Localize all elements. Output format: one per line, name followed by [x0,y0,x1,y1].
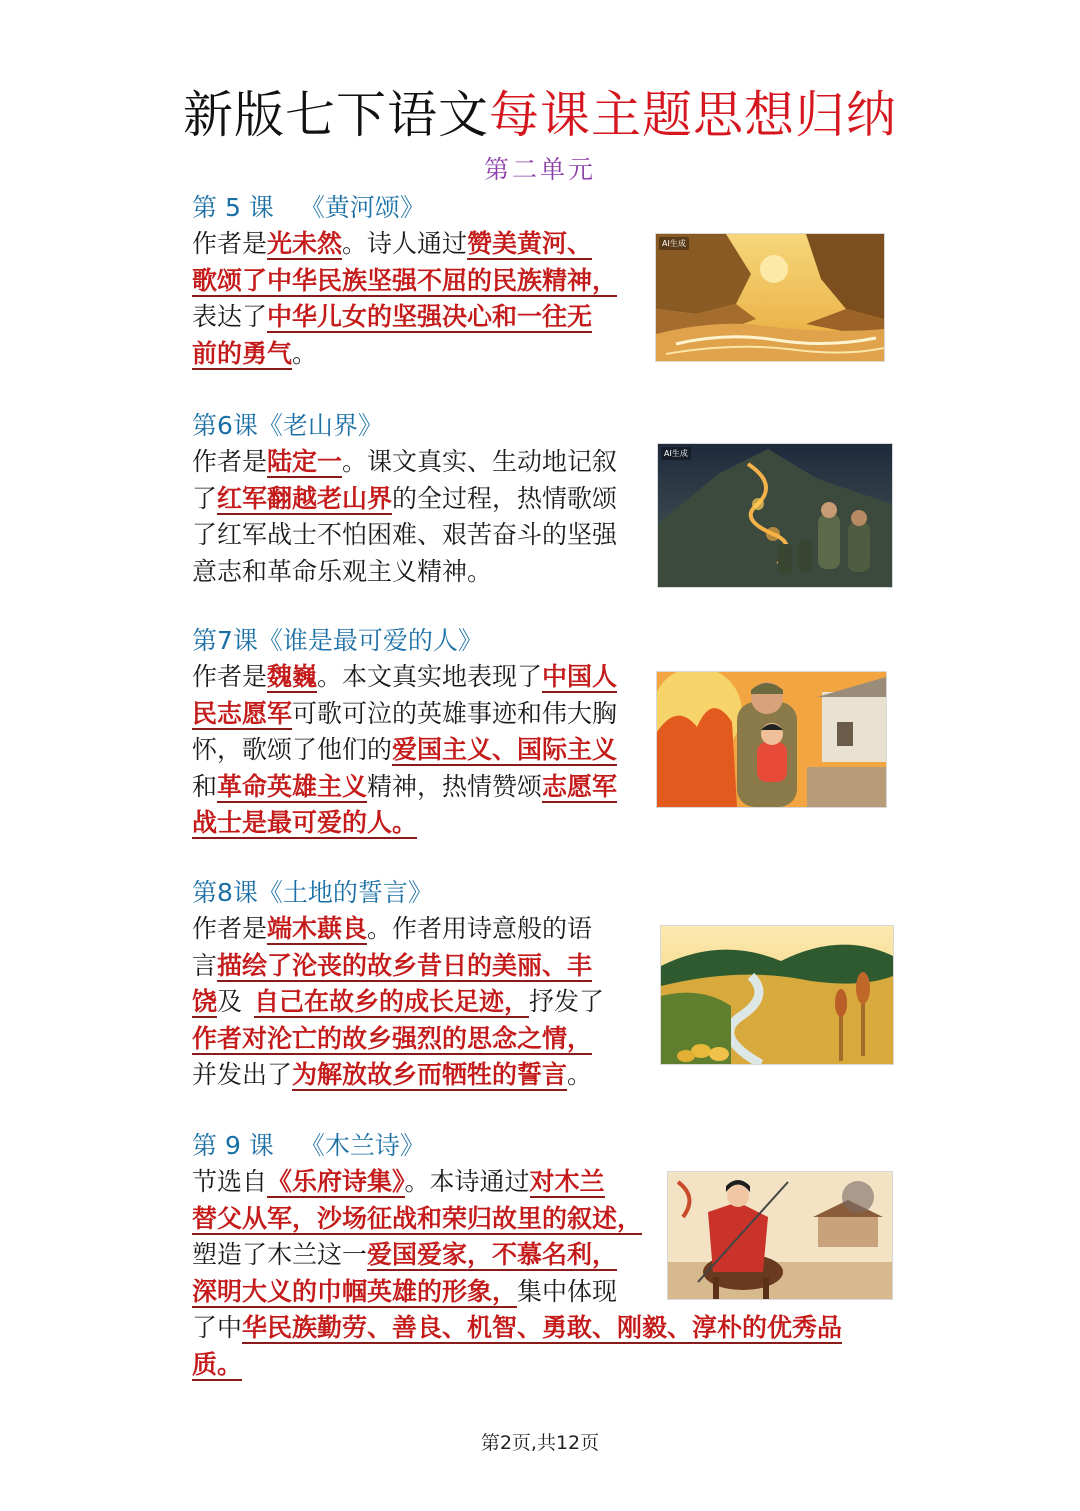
text-line [192,554,617,591]
key-phrase: 志愿军 [542,771,618,801]
text-line [192,444,617,481]
key-phrase: 华民族勤劳、善良、机智、勇敢、刚毅、淳朴的优秀品 [242,1313,843,1342]
body-text: 及 [217,987,243,1016]
lesson-heading [192,875,604,911]
body-text: 抒发了 [529,987,605,1016]
key-phrase: 对木兰 [529,1167,605,1196]
text-line [192,336,617,373]
body-text: 了中 [192,1313,243,1342]
lesson-number: 第6课 [192,411,258,440]
text-line [192,1057,604,1094]
yellow-river-illustration [655,233,885,362]
body-text: 。本文真实地表现了 [317,662,543,691]
page-title-red: 每课主题思想归纳 [489,86,897,144]
key-phrase: 质。 [192,1349,243,1379]
text-line [192,805,617,842]
key-phrase: 深明大义的巾帼英雄的形象， [192,1276,518,1306]
text-line [192,911,604,948]
key-phrase: 中国人 [542,662,618,691]
lesson-7 [192,623,617,842]
lesson-heading [192,623,617,659]
body-text: 了红军战士不怕困难、艰苦奋斗的坚强 [192,520,618,549]
body-text: 集中体现 [517,1276,618,1306]
homeland-landscape-illustration [660,925,894,1065]
text-line [192,948,604,985]
key-phrase: 赞美黄河、 [467,229,593,258]
text-line [192,1347,842,1384]
body-text: 。作者用诗意般的语 [367,914,593,943]
body-text: 作者是 [192,447,268,476]
page-title [0,82,1080,148]
unit-title: 第二单元 [483,155,596,184]
body-text: 表达了 [192,302,268,331]
text-line [192,1310,842,1347]
body-text: 言 [192,950,218,980]
key-phrase: 陆定一 [267,447,343,476]
key-phrase: 替父从军，沙场征战和荣归故里的叙述， [192,1203,643,1233]
laoshanjie-illustration [657,443,893,588]
key-phrase: 爱国爱家，不慕名利， [367,1240,618,1269]
body-text: 。 [567,1060,593,1089]
key-phrase: 饶 [192,987,218,1016]
body-text: 。本诗通过 [404,1167,530,1196]
body-text: 塑造了木兰这一 [192,1240,368,1269]
page-number: 第2页,共12页 [480,1432,600,1454]
key-phrase: 端木蕻良 [267,914,368,943]
body-text: 并发出了 [192,1060,293,1089]
body-text: 了 [192,483,218,513]
body-text: 和 [192,771,218,801]
text-line [192,732,617,769]
key-phrase: 自己在故乡的成长足迹， [254,987,530,1016]
body-text: 。诗人通过 [342,229,468,258]
text-line [192,696,617,733]
body-text: 精神，热情赞颂 [367,771,543,801]
lesson-number: 第8课 [192,878,258,907]
ai-generated-tag: AI生成 [659,237,689,250]
lesson-heading [192,190,617,226]
key-phrase: 民志愿军 [192,698,293,728]
text-line [192,984,604,1021]
ai-generated-tag: AI生成 [661,447,691,460]
lesson-number: 第 9 课 [192,1131,274,1160]
lesson-heading [192,1128,842,1164]
lesson-heading [192,408,617,444]
key-phrase: 前的勇气 [192,338,293,368]
lesson-body [192,911,604,1094]
body-text: 作者是 [192,914,268,943]
key-phrase: 战士是最可爱的人。 [192,808,418,837]
key-phrase: 描绘了沦丧的故乡昔日的美丽、丰 [217,950,593,980]
lesson-6 [192,408,617,590]
key-phrase: 《乐府诗集》 [267,1167,405,1196]
key-phrase: 红军翻越老山界 [217,483,393,513]
text-line [192,299,617,336]
body-text: 意志和革命乐观主义精神。 [192,556,493,586]
lesson-body [192,659,617,842]
page-title-black: 新版七下语文 [183,86,489,144]
key-phrase: 歌颂了中华民族坚强不屈的民族精神， [192,265,618,295]
mulan-illustration [667,1171,893,1300]
lesson-number: 第 5 课 [192,193,274,222]
lesson-name: 《老山界》 [257,411,383,440]
lesson-body [192,444,617,590]
text-line [192,263,617,300]
body-text: 作者是 [192,662,268,691]
lesson-5 [192,190,617,372]
lesson-name: 《谁是最可爱的人》 [257,626,483,655]
body-text: 的全过程，热情歌颂 [392,483,618,513]
body-text: 可歌可泣的英雄事迹和伟大胸 [292,698,618,728]
body-text: 。课文真实、生动地记叙 [342,447,618,476]
body-text: 。 [292,338,318,368]
key-phrase: 爱国主义、国际主义 [392,735,618,764]
key-phrase: 作者对沦亡的故乡强烈的思念之情， [192,1023,593,1053]
lesson-name: 《木兰诗》 [299,1131,425,1160]
key-phrase: 魏巍 [267,662,318,691]
text-line [192,769,617,806]
text-line [192,226,617,263]
key-phrase: 光未然 [267,229,343,258]
key-phrase: 革命英雄主义 [217,771,368,801]
body-text: 怀，歌颂了他们的 [192,735,393,764]
body-text: 作者是 [192,229,268,258]
lesson-name: 《黄河颂》 [299,193,425,222]
lesson-8 [192,875,604,1094]
lesson-number: 第7课 [192,626,258,655]
body-text: 节选自 [192,1167,268,1196]
lesson-name: 《土地的誓言》 [257,878,433,907]
text-line [192,517,617,554]
text-line [192,1021,604,1058]
volunteer-soldier-illustration [656,671,887,808]
key-phrase: 中华儿女的坚强决心和一往无 [267,302,593,331]
text-line [192,481,617,518]
lesson-body [192,226,617,372]
text-line [192,659,617,696]
key-phrase: 为解放故乡而牺牲的誓言 [292,1060,568,1089]
